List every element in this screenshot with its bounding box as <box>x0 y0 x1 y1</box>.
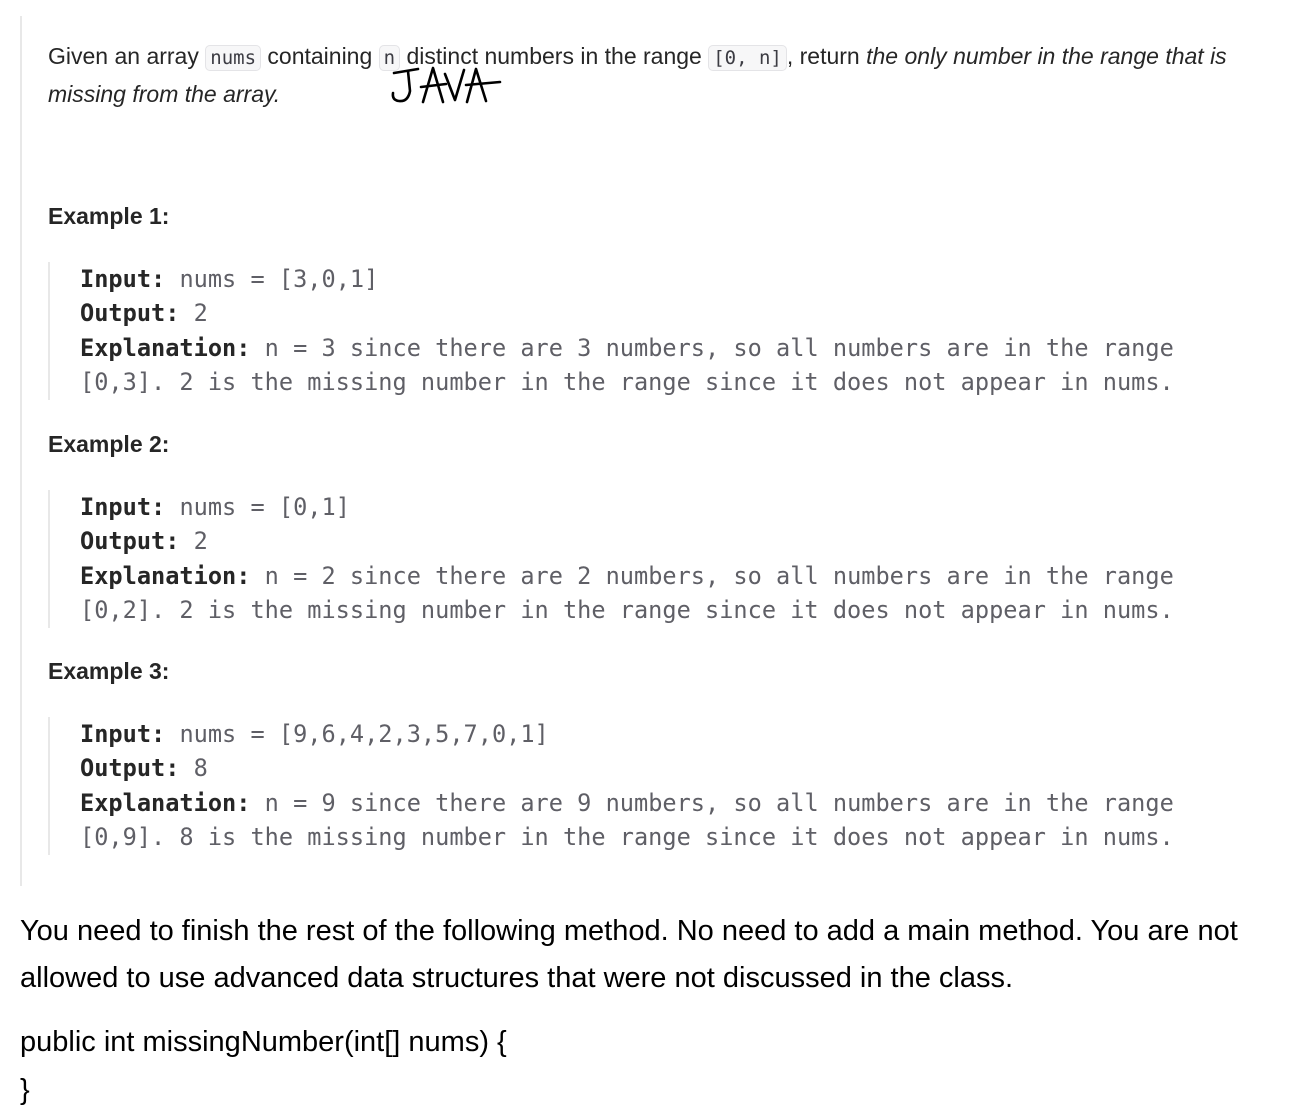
explanation-line-1: n = 3 since there are 3 numbers, so all numbers are in the range <box>250 333 1174 362</box>
example-1-title: Example 1: <box>48 203 170 229</box>
input-value: nums = [3,0,1] <box>165 265 379 293</box>
output-value: 2 <box>179 299 208 328</box>
code-nums: nums <box>205 45 261 71</box>
example-3-title: Example 3: <box>48 658 170 684</box>
code-range: [0, n] <box>708 45 787 71</box>
output-value: 2 <box>179 527 208 556</box>
explanation-line-2: [0,9]. 8 is the missing number in the range since it does not appear in nums. <box>80 822 1174 851</box>
handwritten-java-note <box>388 60 510 110</box>
code-n: n <box>379 45 400 71</box>
input-value: nums = [0,1] <box>165 493 350 521</box>
intro-text-4: , return <box>786 43 867 69</box>
method-signature: public int missingNumber(int[] nums) { <box>20 1026 507 1058</box>
output-label: Output: <box>80 299 180 328</box>
explanation-label: Explanation: <box>80 788 251 817</box>
problem-statement <box>48 38 1278 112</box>
explanation-line-1: n = 9 since there are 9 numbers, so all numbers are in the range <box>250 788 1174 817</box>
input-value: nums = [9,6,4,2,3,5,7,0,1] <box>165 720 549 748</box>
explanation-line-2: [0,2]. 2 is the missing number in the range since it does not appear in nums. <box>80 595 1174 624</box>
example-2-code <box>80 490 1174 627</box>
output-label: Output: <box>80 754 180 783</box>
example-1-box <box>48 262 1270 400</box>
input-label: Input: <box>80 720 166 748</box>
input-label: Input: <box>80 265 166 293</box>
method-closing-brace: } <box>20 1074 30 1106</box>
example-1-code <box>80 262 1174 399</box>
output-label: Output: <box>80 527 180 556</box>
input-label: Input: <box>80 493 166 521</box>
instructions-text: You need to finish the rest of the following method. No need to add a main method. You are not allowed to use advanced data structures that were not discussed in the class. <box>20 915 1238 994</box>
intro-text-3: distinct numbers in the range <box>400 43 709 69</box>
example-3-box <box>48 717 1270 855</box>
intro-emphasis: the only number in the range that is missing from the array. <box>48 43 1227 107</box>
example-2-box <box>48 490 1270 628</box>
explanation-label: Explanation: <box>80 333 251 362</box>
example-3-code <box>80 717 1174 854</box>
intro-text-2: containing <box>261 43 379 69</box>
explanation-line-1: n = 2 since there are 2 numbers, so all numbers are in the range <box>250 561 1174 590</box>
explanation-line-2: [0,3]. 2 is the missing number in the range since it does not appear in nums. <box>80 367 1174 396</box>
output-value: 8 <box>179 754 208 783</box>
example-2-title: Example 2: <box>48 431 170 457</box>
explanation-label: Explanation: <box>80 561 251 590</box>
intro-text-1: Given an array <box>48 43 206 69</box>
